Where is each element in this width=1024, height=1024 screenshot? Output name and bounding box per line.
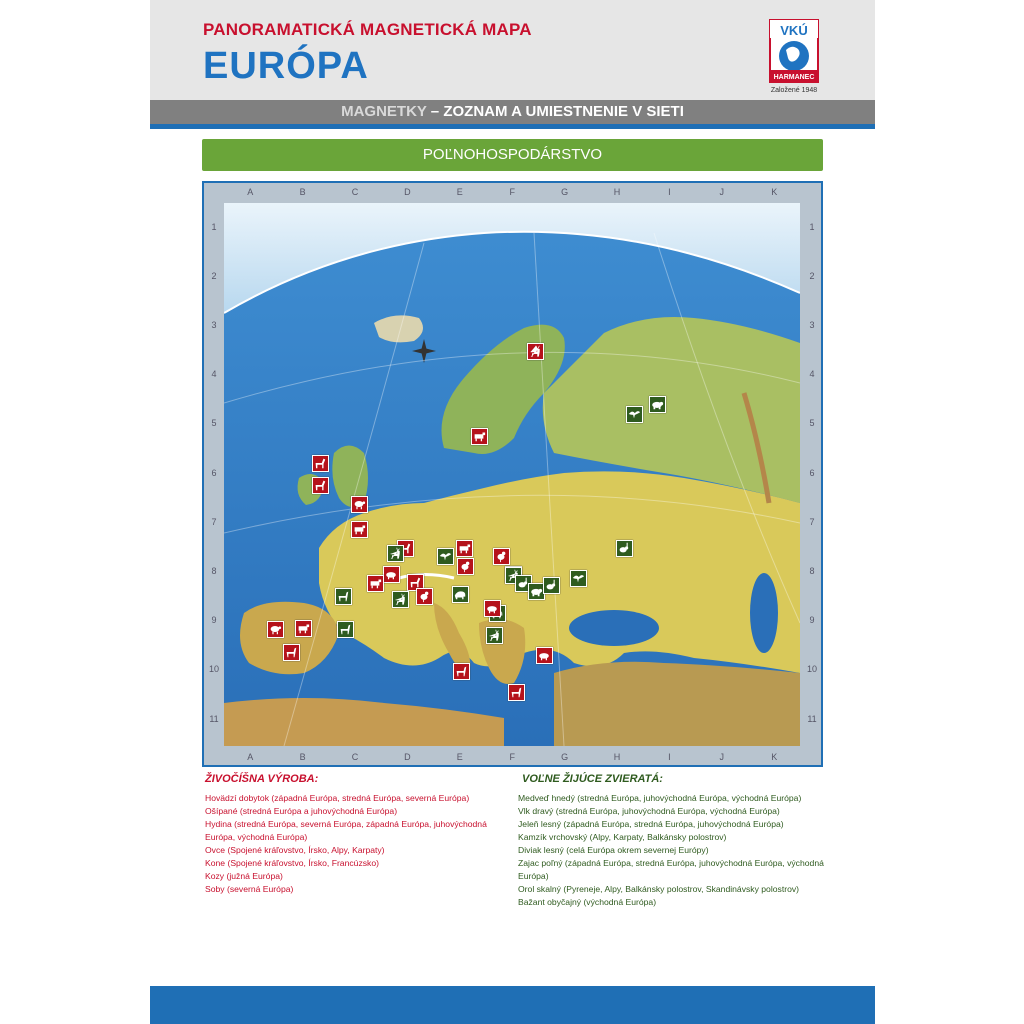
pig-magnet-marker bbox=[383, 566, 400, 583]
legend-wildlife-item: Jeleň lesný (západná Európa, stredná Európa, juhovýchodná Európa) bbox=[518, 819, 784, 829]
grid-row-label: 7 bbox=[809, 516, 815, 527]
cow-magnet-marker bbox=[367, 575, 384, 592]
reindeer-icon bbox=[528, 344, 542, 358]
grid-column-label: H bbox=[613, 187, 621, 197]
legend-livestock-item: Hovädzí dobytok (západná Európa, stredná Európa, severná Európa) bbox=[205, 793, 470, 803]
goat-magnet-marker bbox=[508, 684, 525, 701]
bird-magnet-marker bbox=[437, 548, 454, 565]
goat-magnet-marker bbox=[283, 644, 300, 661]
boar-icon bbox=[453, 587, 467, 601]
cow-icon bbox=[352, 522, 366, 536]
goat-magnet-marker bbox=[453, 663, 470, 680]
cow-icon bbox=[472, 429, 486, 443]
grid-column-label: A bbox=[247, 752, 254, 762]
subtitle-separator: – bbox=[426, 103, 444, 120]
legend-livestock-item: Kozy (južná Európa) bbox=[205, 871, 283, 881]
legend-wildlife-item: Európa) bbox=[518, 871, 549, 881]
grid-column-label: E bbox=[456, 187, 463, 197]
grid-column-label: E bbox=[456, 752, 463, 762]
chicken-icon bbox=[417, 589, 431, 603]
header-band bbox=[150, 0, 875, 100]
horse-icon bbox=[313, 456, 327, 470]
grid-row-label: 3 bbox=[809, 320, 815, 330]
logo-text: VKÚ bbox=[780, 23, 808, 38]
legend-livestock-item: Kone (Spojené kráľovstvo, Írsko, Francúzsko) bbox=[205, 858, 379, 868]
chicken-magnet-marker bbox=[457, 558, 474, 575]
grid-row-label: 6 bbox=[211, 467, 217, 478]
grid-column-label: B bbox=[299, 187, 306, 197]
subtitle-part1: MAGNETKY bbox=[341, 103, 427, 120]
black-sea-shape bbox=[569, 610, 659, 646]
bird-magnet-marker bbox=[626, 406, 643, 423]
logo-subtext: HARMANEC bbox=[773, 74, 815, 81]
divider-rule bbox=[150, 124, 875, 129]
goat-icon bbox=[454, 664, 468, 678]
grid-row-label: 2 bbox=[211, 270, 217, 281]
bear-icon bbox=[650, 397, 664, 411]
vku-logo bbox=[768, 18, 820, 96]
sheep-magnet-marker bbox=[351, 496, 368, 513]
grid-column-label: D bbox=[404, 187, 411, 197]
subtitle-bar bbox=[150, 100, 875, 124]
goat-icon bbox=[284, 645, 298, 659]
legend-livestock-item: Ovce (Spojené kráľovstvo, Írsko, Alpy, Karpaty) bbox=[205, 845, 385, 855]
poster-title: EURÓPA bbox=[203, 45, 369, 87]
grid-column-label: H bbox=[613, 752, 621, 762]
bird-icon bbox=[571, 571, 585, 585]
grid-row-label: 9 bbox=[809, 615, 815, 626]
goat-magnet-marker bbox=[337, 621, 354, 638]
grid-column-label: C bbox=[351, 752, 359, 762]
grid-column-label: C bbox=[351, 187, 359, 197]
grid-row-label: 11 bbox=[807, 713, 817, 724]
deer-magnet-marker bbox=[486, 627, 503, 644]
grid-row-label: 8 bbox=[211, 566, 217, 576]
sheep-icon bbox=[268, 622, 282, 636]
bird-icon bbox=[438, 549, 452, 563]
hare-icon bbox=[617, 541, 631, 555]
grid-column-label: J bbox=[719, 752, 725, 762]
legend-wildlife-item: Kamzík vrchovský (Alpy, Karpaty, Balkánsky polostrov) bbox=[518, 832, 727, 842]
category-banner: POĽNOHOSPODÁRSTVO bbox=[202, 139, 823, 171]
horse-magnet-marker bbox=[312, 477, 329, 494]
grid-row-label: 7 bbox=[211, 516, 217, 527]
hare-magnet-marker bbox=[543, 577, 560, 594]
chicken-icon bbox=[458, 559, 472, 573]
goat-icon bbox=[338, 622, 352, 636]
legend-livestock-item: Hydina (stredná Európa, severná Európa, západná Európa, juhovýchodná bbox=[205, 819, 487, 829]
legend-livestock-title: ŽIVOČÍŠNA VÝROBA: bbox=[205, 773, 319, 785]
grid-column-label: I bbox=[668, 187, 671, 197]
boar-magnet-marker bbox=[452, 586, 469, 603]
hare-magnet-marker bbox=[616, 540, 633, 557]
deer-magnet-marker bbox=[392, 591, 409, 608]
cow-magnet-marker bbox=[351, 521, 368, 538]
grid-column-label: G bbox=[561, 187, 569, 197]
deer-icon bbox=[487, 628, 501, 642]
logo-founded: Založené 1948 bbox=[770, 87, 818, 94]
goat-icon bbox=[509, 685, 523, 699]
legend-livestock-item: Soby (severná Európa) bbox=[205, 884, 294, 894]
europe-map bbox=[224, 203, 800, 746]
grid-row-label: 5 bbox=[211, 418, 217, 429]
grid-column-label: J bbox=[719, 187, 725, 197]
poster-supertitle: PANORAMATICKÁ MAGNETICKÁ MAPA bbox=[203, 20, 532, 39]
legend-wildlife-item: Bažant obyčajný (východná Európa) bbox=[518, 897, 657, 907]
pig-magnet-marker bbox=[484, 600, 501, 617]
grid-row-label: 5 bbox=[809, 418, 815, 429]
legend-wildlife-item: Diviak lesný (celá Európa okrem severnej Európy) bbox=[518, 845, 709, 855]
grid-column-label: B bbox=[299, 752, 306, 762]
grid-row-label: 8 bbox=[809, 566, 815, 576]
iceland-shape bbox=[374, 315, 423, 342]
map-illustration bbox=[224, 203, 800, 746]
grid-column-label: F bbox=[509, 187, 515, 197]
grid-row-label: 9 bbox=[211, 615, 217, 626]
grid-row-label: 2 bbox=[809, 270, 815, 281]
grid-row-label: 1 bbox=[211, 221, 217, 232]
deer-icon bbox=[393, 592, 407, 606]
grid-column-label: G bbox=[561, 752, 569, 762]
grid-column-label: I bbox=[668, 752, 671, 762]
legend-wildlife-item: Vlk dravý (stredná Európa, juhovýchodná Európa, východná Európa) bbox=[518, 806, 780, 816]
cow-icon bbox=[296, 621, 310, 635]
pig-icon bbox=[537, 648, 551, 662]
horse-icon bbox=[313, 478, 327, 492]
grid-row-label: 3 bbox=[211, 320, 217, 330]
grid-row-label: 1 bbox=[809, 221, 815, 232]
chicken-magnet-marker bbox=[416, 588, 433, 605]
grid-column-label: D bbox=[404, 752, 411, 762]
grid-column-label: A bbox=[247, 187, 254, 197]
legend-livestock-item: Európa, východná Európa) bbox=[205, 832, 308, 842]
pig-icon bbox=[485, 601, 499, 615]
legend-wildlife-item: Zajac poľný (západná Európa, stredná Európa, juhovýchodná Európa, východná bbox=[518, 858, 824, 868]
subtitle-part2: ZOZNAM A UMIESTNENIE V SIETI bbox=[443, 103, 684, 120]
sheep-icon bbox=[352, 497, 366, 511]
pig-magnet-marker bbox=[536, 647, 553, 664]
grid-row-label: 6 bbox=[809, 467, 815, 478]
horse-magnet-marker bbox=[312, 455, 329, 472]
horse-icon bbox=[408, 575, 422, 589]
footer-band bbox=[150, 986, 875, 1024]
reindeer-magnet-marker bbox=[527, 343, 544, 360]
legend-wildlife-list bbox=[518, 792, 824, 909]
pig-icon bbox=[384, 567, 398, 581]
cow-magnet-marker bbox=[471, 428, 488, 445]
bear-icon bbox=[529, 584, 543, 598]
grid-row-label: 4 bbox=[211, 369, 217, 380]
poster-sheet bbox=[150, 0, 875, 1024]
grid-row-label: 10 bbox=[806, 664, 817, 675]
grid-column-label: K bbox=[771, 752, 778, 762]
bird-magnet-marker bbox=[570, 570, 587, 587]
legend-wildlife-title: VOĽNE ŽIJÚCE ZVIERATÁ: bbox=[522, 773, 663, 785]
cow-icon bbox=[368, 576, 382, 590]
chicken-icon bbox=[494, 549, 508, 563]
anatolia-shape bbox=[554, 662, 800, 746]
hare-icon bbox=[544, 578, 558, 592]
legend-wildlife-item: Medveď hnedý (stredná Európa, juhovýchodná Európa, východná Európa) bbox=[518, 793, 802, 803]
deer-magnet-marker bbox=[387, 545, 404, 562]
grid-row-label: 4 bbox=[809, 369, 815, 380]
grid-row-label: 11 bbox=[209, 713, 219, 724]
chicken-magnet-marker bbox=[493, 548, 510, 565]
cow-icon bbox=[457, 541, 471, 555]
legend-livestock-list bbox=[205, 792, 487, 896]
goat-magnet-marker bbox=[335, 588, 352, 605]
grid-row-label: 10 bbox=[208, 664, 219, 675]
cow-magnet-marker bbox=[295, 620, 312, 637]
bird-icon bbox=[627, 407, 641, 421]
legend-wildlife-item: Orol skalný (Pyreneje, Alpy, Balkánsky polostrov, Skandinávsky polostrov) bbox=[518, 884, 800, 894]
sheep-magnet-marker bbox=[267, 621, 284, 638]
legend-livestock-item: Ošípané (stredná Európa a juhovýchodná Európa) bbox=[205, 806, 398, 816]
grid-column-label: F bbox=[509, 752, 515, 762]
cow-magnet-marker bbox=[456, 540, 473, 557]
goat-icon bbox=[336, 589, 350, 603]
grid-column-label: K bbox=[771, 187, 778, 197]
bear-magnet-marker bbox=[649, 396, 666, 413]
caspian-sea-shape bbox=[750, 573, 778, 653]
deer-icon bbox=[388, 546, 402, 560]
